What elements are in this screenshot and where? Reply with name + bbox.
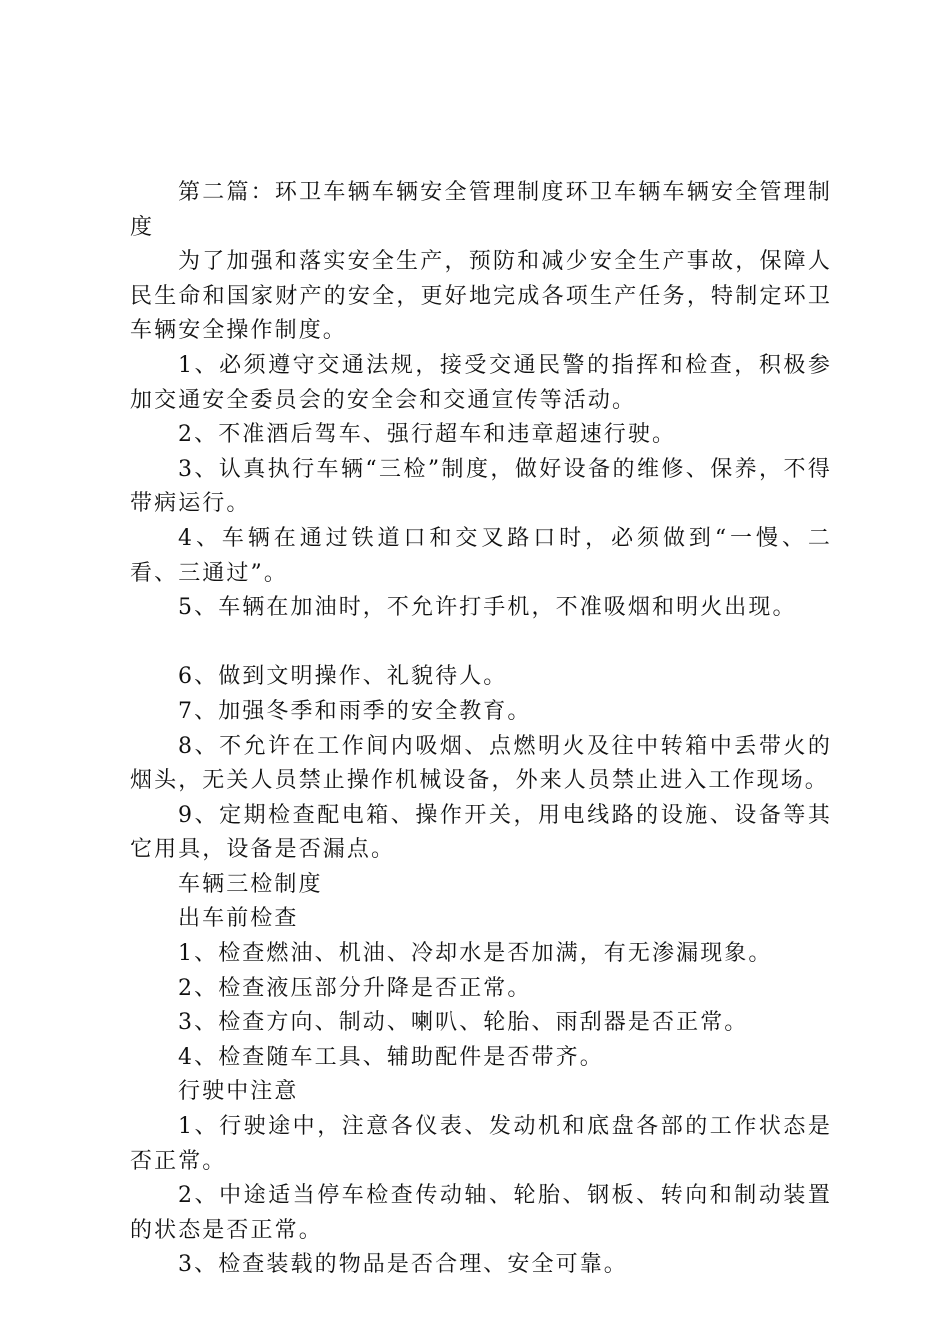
rule-6: 6、做到文明操作、礼貌待人。 (178, 664, 508, 690)
rule-3: 3、认真执行车辆“三检”制度，做好设备的维修、保养，不得带病运行。 (130, 456, 832, 517)
rule-8: 8、不允许在工作间内吸烟、点燃明火及往中转箱中丢带火的烟头，无关人员禁止操作机械设备，外来人员禁止进入工作现场。 (130, 733, 832, 794)
rule-1: 1、必须遵守交通法规，接受交通民警的指挥和检查，积极参加交通安全委员会的安全会和交通宣传等活动。 (130, 352, 832, 413)
rule-4: 4、车辆在通过铁道口和交叉路口时，必须做到“一慢、二看、三通过”。 (130, 525, 832, 586)
pre-departure-item-1: 1、检查燃油、机油、冷却水是否加满，有无渗漏现象。 (178, 941, 773, 967)
rule-5: 5、车辆在加油时，不允许打手机，不准吸烟和明火出现。 (178, 595, 797, 621)
pre-departure-heading: 出车前检查 (178, 906, 299, 932)
rule-7: 7、加强冬季和雨季的安全教育。 (178, 698, 532, 724)
pre-departure-item-4: 4、检查随车工具、辅助配件是否带齐。 (178, 1044, 604, 1070)
section-heading: 车辆三检制度 (178, 871, 323, 897)
rule-9: 9、定期检查配电箱、操作开关，用电线路的设施、设备等其它用具，设备是否漏点。 (130, 802, 832, 863)
in-transit-item-1: 1、行驶途中，注意各仪表、发动机和底盘各部的工作状态是否正常。 (130, 1114, 832, 1174)
pre-departure-item-2: 2、检查液压部分升降是否正常。 (178, 975, 532, 1001)
in-transit-heading: 行驶中注意 (178, 1079, 299, 1105)
document-body (130, 176, 832, 1283)
in-transit-item-3: 3、检查装载的物品是否合理、安全可靠。 (178, 1252, 628, 1278)
blank-line (130, 626, 832, 661)
document-title: 第二篇：环卫车辆车辆安全管理制度环卫车辆车辆安全管理制度 (130, 180, 832, 240)
intro-paragraph: 为了加强和落实安全生产，预防和减少安全生产事故，保障人民生命和国家财产的安全，更好地完成各项生产任务，特制定环卫车辆安全操作制度。 (130, 249, 832, 344)
rule-2: 2、不准酒后驾车、强行超车和违章超速行驶。 (178, 422, 677, 448)
in-transit-item-2: 2、中途适当停车检查传动轴、轮胎、钢板、转向和制动装置的状态是否正常。 (130, 1183, 832, 1243)
pre-departure-item-3: 3、检查方向、制动、喇叭、轮胎、雨刮器是否正常。 (178, 1010, 749, 1036)
